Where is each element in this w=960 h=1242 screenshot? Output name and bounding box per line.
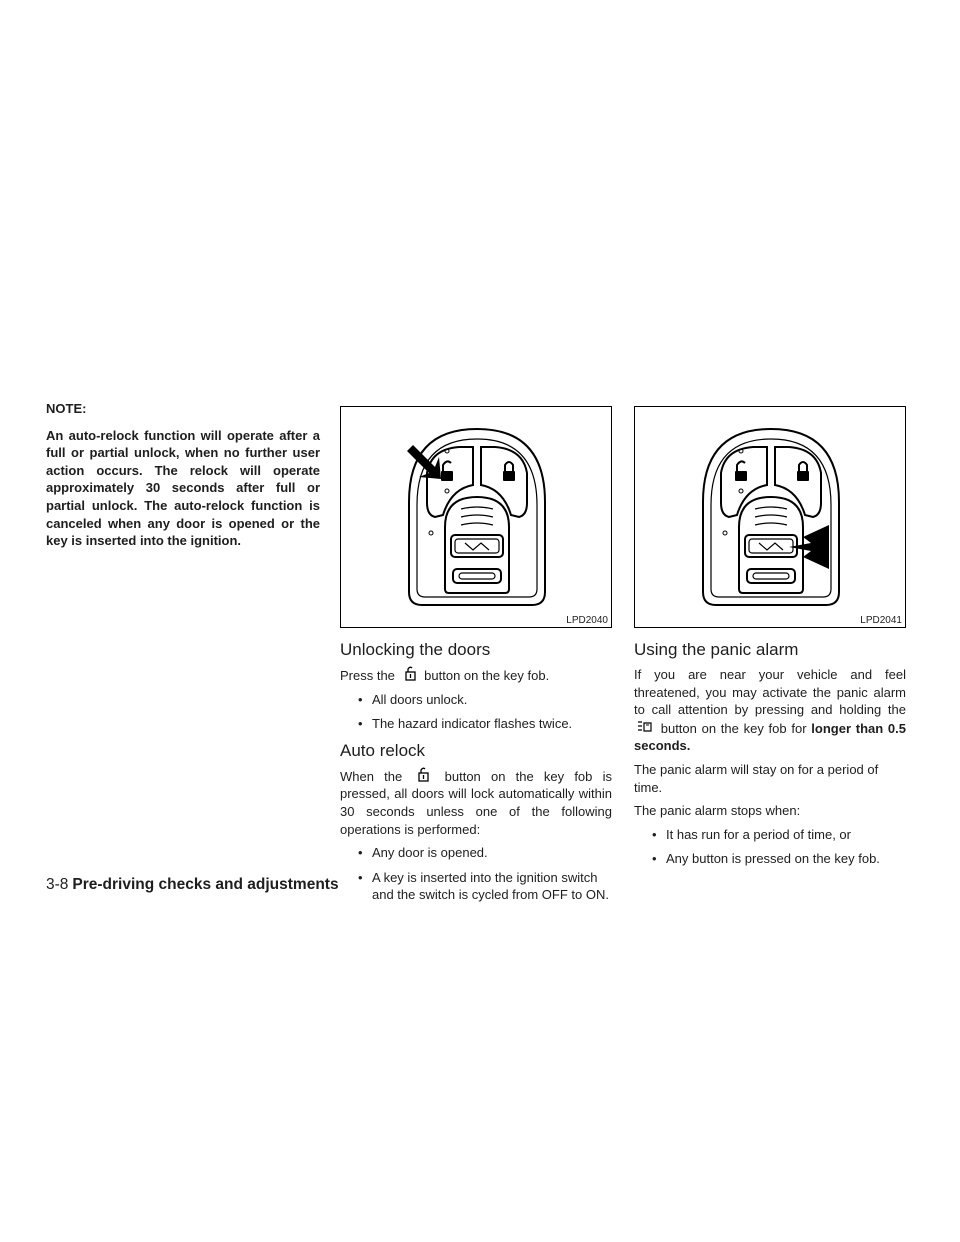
heading-unlocking-doors: Unlocking the doors xyxy=(340,640,491,659)
unlocking-column xyxy=(340,406,612,911)
heading-auto-relock: Auto relock xyxy=(340,740,426,760)
note-title: NOTE: xyxy=(46,401,87,416)
list-item: • The hazard indicator flashes twice. xyxy=(350,715,612,733)
note-block xyxy=(46,400,320,550)
section-title: Pre-driving checks and adjustments xyxy=(72,876,339,893)
figure-panic xyxy=(634,406,906,628)
auto-relock-text: When the button on the key fob is pressed, all doors will lock automatically within 30 seconds unless one of the following operations is performed: xyxy=(340,768,612,837)
unlocking-intro: Press the button on the key fob. xyxy=(340,668,550,683)
figure-code: LPD2041 xyxy=(860,615,902,626)
unlock-icon xyxy=(399,666,421,682)
panic-paragraph-1: If you are near your vehicle and feel threatened, you may activate the panic alarm to call attention by pressing and holding the button on the key fob for longer than 0.5 seconds. xyxy=(634,667,906,754)
panic-bullets xyxy=(634,826,906,868)
key-fob-illustration xyxy=(635,407,907,629)
auto-relock-bullets xyxy=(340,844,612,904)
page-footer xyxy=(46,876,339,894)
panic-column xyxy=(634,406,906,875)
unlocking-bullets xyxy=(340,691,612,733)
heading-panic-alarm: Using the panic alarm xyxy=(634,640,799,659)
panic-paragraph-3: The panic alarm stops when: xyxy=(634,803,801,819)
list-item: • Any door is opened. xyxy=(350,844,612,862)
note-body: An auto-relock function will operate after a full or partial unlock, when no further user action occurs. The relock will operate approximately 30 seconds after full or partial unlock. The auto-relock function is canceled when any door is opened or the key is inserted into the ignition. xyxy=(46,427,320,549)
panic-icon xyxy=(634,719,656,735)
figure-unlock xyxy=(340,406,612,628)
list-item: • A key is inserted into the ignition switch and the switch is cycled from OFF to ON. xyxy=(350,869,612,904)
panic-paragraph-2: The panic alarm will stay on for a period of time. xyxy=(634,761,879,795)
page-number: 3-8 xyxy=(46,876,69,893)
list-item: • It has run for a period of time, or xyxy=(644,826,906,844)
list-item: • All doors unlock. xyxy=(350,691,612,709)
unlock-icon xyxy=(412,767,434,783)
key-fob-illustration xyxy=(341,407,613,629)
figure-code: LPD2040 xyxy=(566,615,608,626)
list-item: • Any button is pressed on the key fob. xyxy=(644,850,906,868)
